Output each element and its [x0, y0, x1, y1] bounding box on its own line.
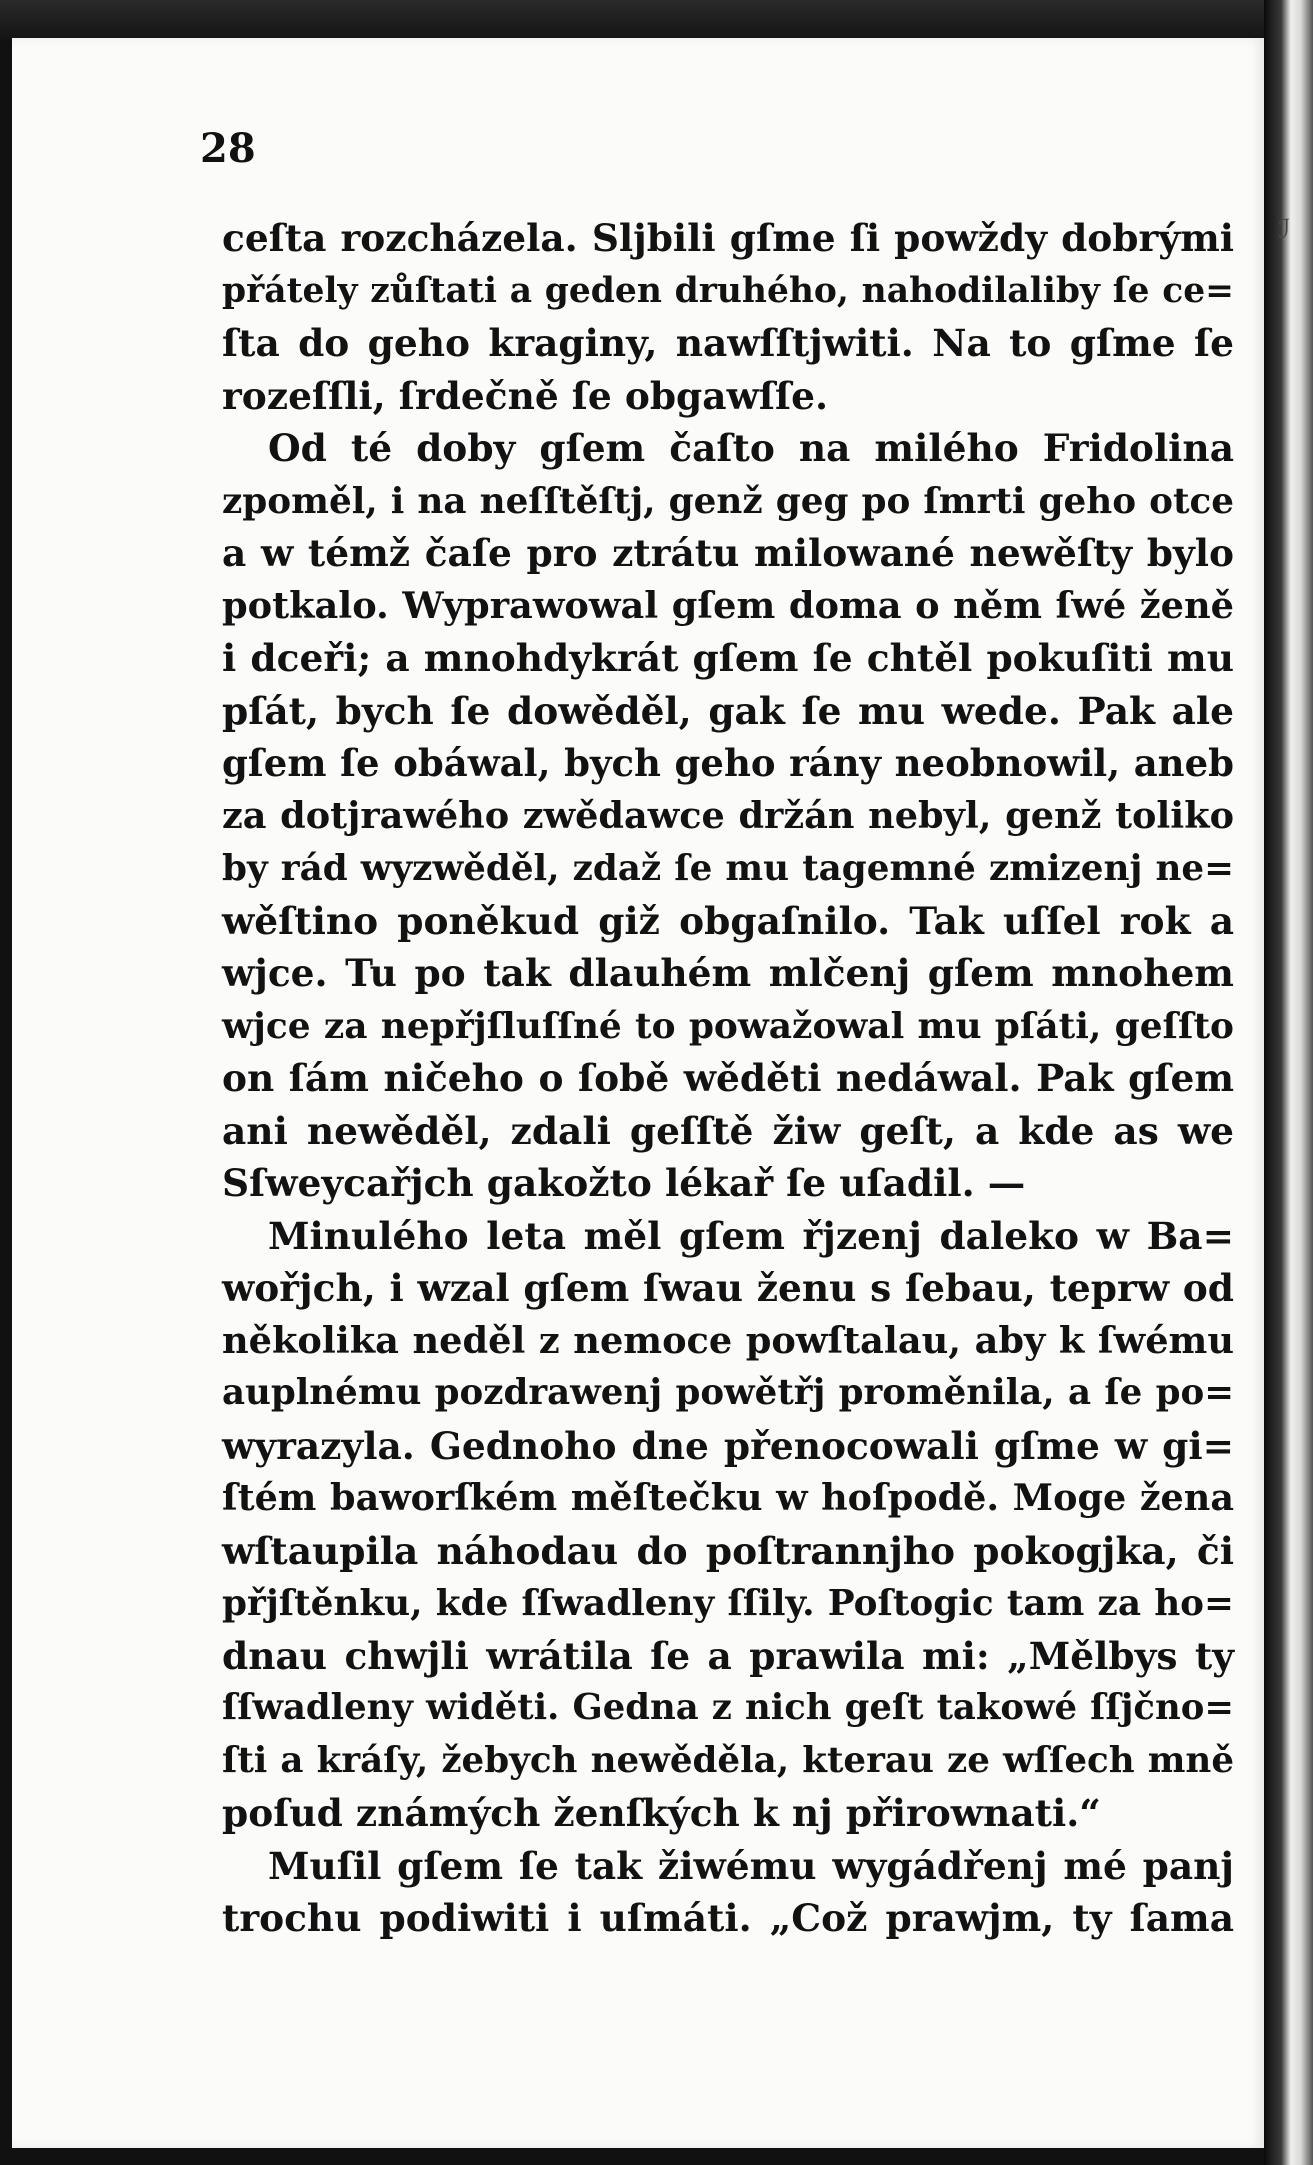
text-line: trochu podiwiti i uſmáti. „Což prawjm, ty ſama	[222, 1896, 1234, 1940]
text-line: rozeſſli, ſrdečně ſe obgawſſe.	[222, 373, 829, 418]
text-line: přátely zůſtati a geden druhého, nahodilaliby ſe ce=	[222, 270, 1234, 311]
text-line: by rád wyzwěděl, zdaž ſe mu tagemné zmizenj ne=	[222, 847, 1234, 889]
text-line: wſtaupila náhodau do poſtrannjho pokogjka, či	[222, 1528, 1234, 1573]
text-line: wyrazyla. Gednoho dne přenocowali gſme w gi=	[222, 1423, 1234, 1468]
margin-mark: ℐ	[1278, 215, 1291, 245]
text-line: dnau chwjli wrátila ſe a prawila mi: „Mělbys ty	[222, 1633, 1234, 1678]
text-line: auplnému pozdrawenj powětřj proměnila, a ſe po=	[222, 1372, 1234, 1413]
text-line: několika neděl z nemoce powſtalau, aby k ſwému	[222, 1318, 1234, 1362]
text-block	[222, 212, 1234, 1945]
text-line: ſſwadleny widěti. Gedna z nich geſt takowé ſſjčno=	[222, 1687, 1234, 1728]
text-line: ceſta rozcházela. Sljbili gſme ſi powždy dobrými	[222, 216, 1234, 260]
text-line: wjce za nepřjſluſſné to powažowal mu pſáti, geſſto	[222, 1004, 1234, 1047]
text-line: ſtém baworſkém měſtečku w hoſpodě. Moge žena	[222, 1476, 1234, 1519]
text-line: on ſám ničeho o ſobě wěděti nedáwal. Pak gſem	[222, 1056, 1234, 1100]
text-line: wěſtino poněkud giž obgaſnilo. Tak uſſel rok a	[222, 898, 1234, 943]
text-line: gſem ſe obáwal, bych geho rány neobnowil, aneb	[222, 741, 1234, 785]
text-line: i dceři; a mnohdykrát gſem ſe chtěl pokuſiti mu	[222, 636, 1234, 680]
text-line: ſta do geho kraginy, nawſſtjwiti. Na to gſme ſe	[222, 321, 1234, 365]
book-gutter	[1264, 0, 1313, 2165]
text-line: wjce. Tu po tak dlauhém mlčenj gſem mnohem	[222, 951, 1234, 995]
text-line: ſti a kráſy, žebych newěděla, kterau ze wſſech mně	[222, 1739, 1234, 1781]
text-line: Minulého leta měl gſem řjzenj daleko w Ba=	[268, 1213, 1234, 1258]
text-line: wořjch, i wzal gſem ſwau ženu s ſebau, teprw od	[222, 1266, 1234, 1310]
scan-background	[0, 0, 1313, 40]
text-line: a w témž čaſe pro ztrátu milowané newěſty bylo	[222, 531, 1234, 575]
text-line: poſud známých ženſkých k nj přirownati.“	[222, 1791, 1101, 1835]
text-line: Sſweycařjch gakožto lékař ſe uſadil. —	[222, 1161, 1026, 1205]
text-line: přjſtěnku, kde ſſwadleny ſſily. Poſtogic tam za ho=	[222, 1582, 1234, 1624]
text-line: ani newěděl, zdali geſſtě žiw geſt, a kde as we	[222, 1108, 1234, 1153]
text-line: potkalo. Wyprawowal gſem doma o něm ſwé ženě	[222, 583, 1234, 627]
text-line: za dotjrawého zwědawce držán nebyl, genž toliko	[222, 793, 1234, 837]
page-number: 28	[200, 125, 256, 172]
text-line: zpoměl, i na neſſtěſtj, genž geg po ſmrti geho otce	[222, 479, 1234, 522]
text-line: Muſil gſem ſe tak žiwému wygádřenj mé panj	[268, 1843, 1234, 1888]
text-line: Od té doby gſem čaſto na milého Fridolina	[268, 426, 1234, 470]
text-line: pſát, bych ſe dowěděl, gak ſe mu wede. Pak ale	[222, 688, 1234, 733]
